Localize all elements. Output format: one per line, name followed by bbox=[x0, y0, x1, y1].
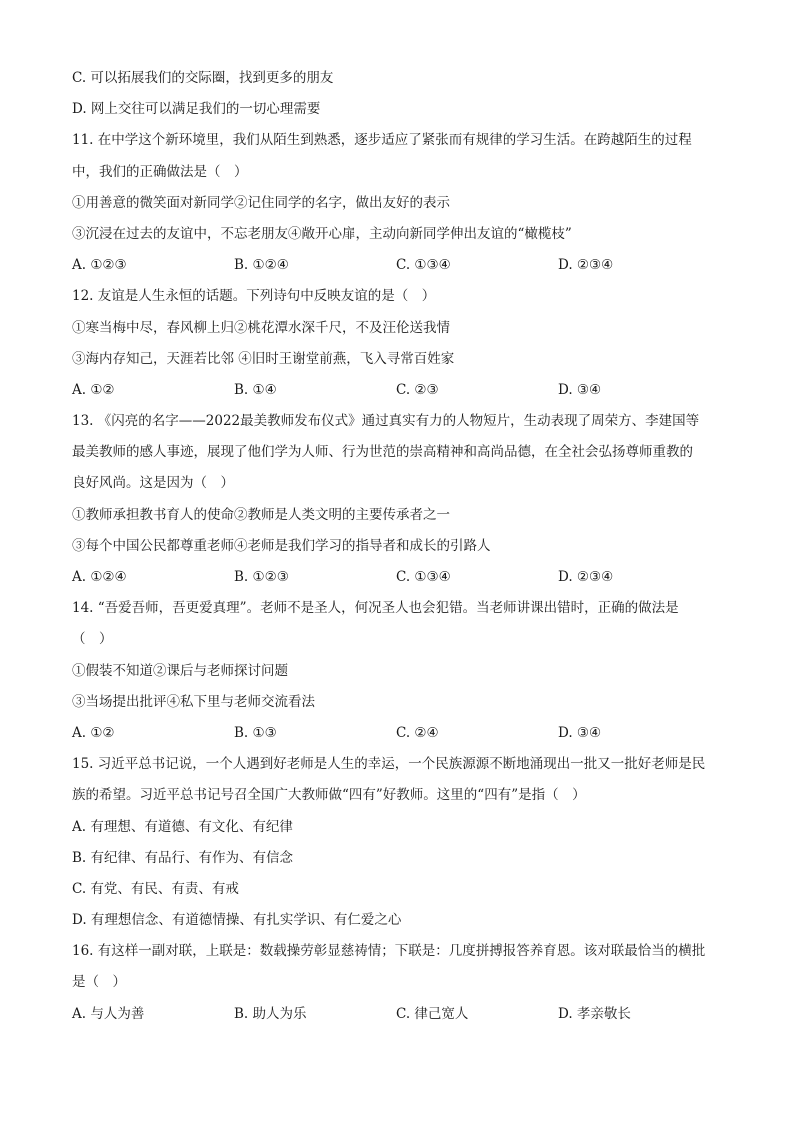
options-row bbox=[72, 562, 726, 593]
question-12 bbox=[72, 281, 726, 406]
statement-line: ①假装不知道②课后与老师探讨问题 bbox=[72, 662, 288, 679]
option-b: B. 有纪律、有品行、有作为、有信念 bbox=[72, 849, 294, 866]
statement-line: ③当场提出批评④私下里与老师交流看法 bbox=[72, 693, 315, 710]
question-stem: 13. 《闪亮的名字——2022最美教师发布仪式》通过真实有力的人物短片，生动表现了周荣方、李建国等 bbox=[72, 413, 700, 430]
statement-line: ③沉浸在过去的友谊中，不忘老朋友④敞开心扉，主动向新同学伸出友谊的“橄榄枝” bbox=[72, 225, 572, 242]
option-d: D. 有理想信念、有道德情操、有扎实学识、有仁爱之心 bbox=[72, 912, 402, 929]
option-b: B. ①②③ bbox=[234, 569, 289, 585]
option-a: A. ①②④ bbox=[72, 569, 127, 585]
option-d: D. ②③④ bbox=[558, 569, 614, 585]
option-c: C. ②④ bbox=[396, 724, 439, 741]
option-b: B. ①②④ bbox=[234, 257, 289, 274]
question-stem: 12. 友谊是人生永恒的话题。下列诗句中反映友谊的是（ ） bbox=[72, 288, 436, 305]
option-b: B. ①③ bbox=[234, 724, 277, 741]
option-a: A. ①② bbox=[72, 381, 115, 398]
option-d: D. ③④ bbox=[558, 381, 602, 398]
question-14 bbox=[72, 593, 726, 749]
statement-line: ③海内存知己，天涯若比邻 ④旧时王谢堂前燕，飞入寻常百姓家 bbox=[72, 350, 455, 367]
question-stem: 16. 有这样一副对联，上联是：数载操劳彰显慈祷情；下联是：几度拼搏报答养育恩。该对联最恰当的横批 bbox=[72, 943, 706, 960]
options-row bbox=[72, 375, 726, 406]
option-c: C. 律己宽人 bbox=[396, 1005, 469, 1022]
option-c: C. 有党、有民、有责、有戒 bbox=[72, 880, 239, 897]
statement-line: ①寒当梅中尽，春风柳上归②桃花潭水深千尺，不及汪伦送我情 bbox=[72, 319, 450, 336]
option-c: C. ①③④ bbox=[396, 569, 451, 585]
exam-content bbox=[72, 63, 726, 1030]
question-stem: 良好风尚。这是因为（ ） bbox=[72, 475, 234, 492]
option-a: A. 与人为善 bbox=[72, 1005, 145, 1022]
option-b: B. 助人为乐 bbox=[234, 1005, 307, 1022]
question-stem: 14. “吾爱吾师，吾更爱真理”。老师不是圣人，何况圣人也会犯错。当老师讲课出错时，正确的做法是 bbox=[72, 600, 679, 617]
question-15 bbox=[72, 749, 726, 936]
option-a: A. ①②③ bbox=[72, 257, 127, 274]
options-row bbox=[72, 718, 726, 749]
option-a: A. ①② bbox=[72, 724, 115, 741]
question-stem: 11. 在中学这个新环境里，我们从陌生到熟悉，逐步适应了紧张而有规律的学习生活。在跨越陌生的过程 bbox=[72, 132, 692, 149]
question-13 bbox=[72, 406, 726, 593]
option-a: A. 有理想、有道德、有文化、有纪律 bbox=[72, 818, 293, 835]
option-d: D. ③④ bbox=[558, 724, 602, 741]
option-d: D. 网上交往可以满足我们的一切心理需要 bbox=[72, 101, 321, 118]
option-c: C. ①③④ bbox=[396, 257, 451, 274]
statement-line: ①教师承担教书育人的使命②教师是人类文明的主要传承者之一 bbox=[72, 506, 450, 523]
option-d: D. ②③④ bbox=[558, 257, 614, 274]
question-stem: 最美教师的感人事迹，展现了他们学为人师、行为世范的崇高精神和高尚品德，在全社会弘扬尊师重教的 bbox=[72, 444, 693, 461]
question-11 bbox=[72, 125, 726, 281]
option-b: B. ①④ bbox=[234, 381, 277, 398]
option-d: D. 孝亲敬长 bbox=[558, 1005, 631, 1022]
question-stem: 中，我们的正确做法是（ ） bbox=[72, 163, 248, 180]
question-stem: （ ） bbox=[72, 631, 113, 648]
question-stem: 15. 习近平总书记说，一个人遇到好老师是人生的幸运，一个民族源源不断地涌现出一批又一批好老师是民 bbox=[72, 756, 706, 773]
statement-line: ③每个中国公民都尊重老师④老师是我们学习的指导者和成长的引路人 bbox=[72, 537, 491, 554]
options-row bbox=[72, 250, 726, 281]
statement-line: ①用善意的微笑面对新同学②记住同学的名字，做出友好的表示 bbox=[72, 194, 450, 211]
option-c: C. ②③ bbox=[396, 381, 439, 398]
question-16 bbox=[72, 936, 726, 1030]
option-c: C. 可以拓展我们的交际圈，找到更多的朋友 bbox=[72, 70, 334, 86]
question-stem: 是（ ） bbox=[72, 974, 126, 991]
question-stem: 族的希望。习近平总书记号召全国广大教师做“四有”好教师。这里的“四有”是指（ ） bbox=[72, 787, 586, 804]
options-row bbox=[72, 999, 726, 1030]
